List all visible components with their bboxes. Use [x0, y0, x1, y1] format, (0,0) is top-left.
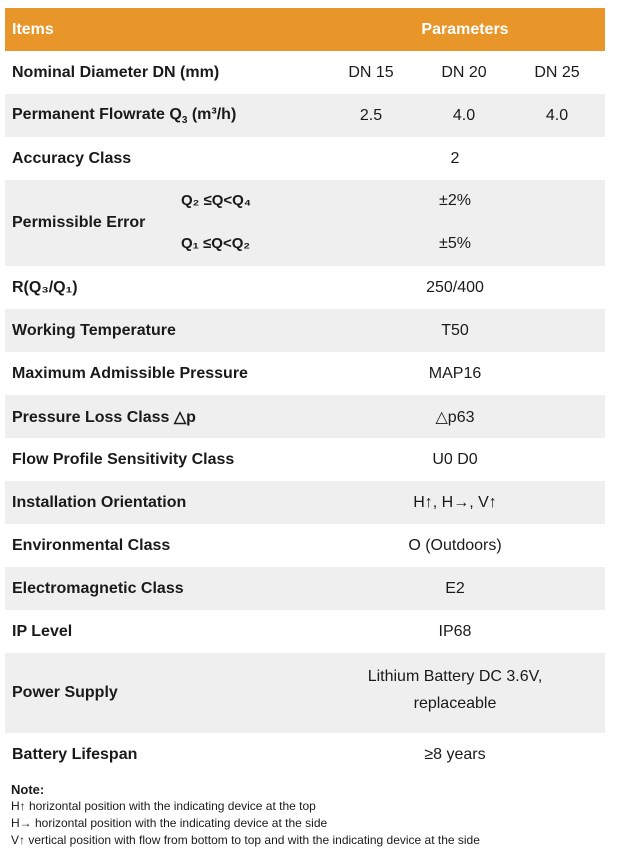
row-power-supply [5, 653, 605, 733]
cond-upper: Q₂ ≤Q<Q₄ [181, 192, 251, 209]
header-parameters: Parameters [421, 21, 509, 38]
value-battery-lifespan: ≥8 years [424, 745, 486, 763]
row-permissible-error [5, 180, 605, 266]
row-installation-orientation [5, 481, 605, 524]
value-flow-profile: U0 D0 [432, 450, 478, 468]
label-battery-lifespan: Battery Lifespan [12, 745, 138, 763]
label-max-pressure: Maximum Admissible Pressure [12, 364, 248, 382]
value-flowrate-dn25: 4.0 [545, 106, 569, 124]
label-permissible-error: Permissible Error [12, 214, 146, 231]
value-max-pressure: MAP16 [428, 364, 482, 382]
spec-table [5, 8, 605, 776]
value-power-supply-line2: replaceable [413, 695, 497, 712]
label-power-supply: Power Supply [12, 684, 118, 701]
label-flowrate-subscript: 3 [181, 114, 188, 126]
note-title: Note: [11, 782, 45, 797]
label-ip-level: IP Level [12, 622, 73, 640]
row-permanent-flowrate [5, 94, 605, 137]
table-header [5, 8, 605, 51]
value-error-lower: ±5% [439, 235, 471, 252]
row-ratio [5, 266, 605, 309]
row-environmental-class [5, 524, 605, 567]
label-flowrate-text: Permanent Flowrate Q [12, 105, 182, 123]
note-line-v-side: V↑ vertical position with flow from bottom to top and with the indicating device at the side [11, 833, 480, 847]
row-max-pressure [5, 352, 605, 395]
value-pressure-loss: △p63 [435, 408, 475, 426]
note-line-h-side: H→ horizontal position with the indicating device at the side [11, 816, 328, 830]
value-working-temperature: T50 [441, 321, 469, 339]
value-error-upper: ±2% [439, 192, 471, 209]
row-ip-level [5, 610, 605, 653]
label-nominal-diameter: Nominal Diameter DN (mm) [12, 63, 220, 81]
header-items: Items [12, 21, 54, 38]
row-nominal-diameter [5, 51, 605, 94]
value-installation-orientation: H↑, H→, V↑ [413, 493, 497, 511]
label-permanent-flowrate [12, 105, 236, 125]
label-working-temperature: Working Temperature [12, 321, 176, 339]
value-flowrate-dn20: 4.0 [452, 106, 476, 124]
value-dn15: DN 15 [348, 63, 394, 81]
value-dn20: DN 20 [441, 63, 487, 81]
label-installation-orientation: Installation Orientation [12, 493, 187, 511]
value-ratio: 250/400 [426, 278, 484, 296]
value-accuracy-class: 2 [450, 149, 460, 167]
label-ratio: R(Q₃/Q₁) [12, 278, 78, 296]
row-electromagnetic-class [5, 567, 605, 610]
label-accuracy-class: Accuracy Class [12, 149, 132, 167]
label-flowrate-unit: (m³/h) [187, 105, 237, 123]
label-electromagnetic-class: Electromagnetic Class [12, 579, 184, 597]
label-pressure-loss: Pressure Loss Class △p [12, 408, 196, 426]
label-flow-profile: Flow Profile Sensitivity Class [12, 450, 235, 468]
row-working-temperature [5, 309, 605, 352]
row-accuracy-class [5, 137, 605, 180]
note-line-h-top: H↑ horizontal position with the indicating device at the top [11, 799, 316, 813]
value-flowrate-dn15: 2.5 [359, 106, 383, 124]
value-dn25: DN 25 [534, 63, 580, 81]
value-power-supply-line1: Lithium Battery DC 3.6V, [367, 668, 543, 685]
value-environmental-class: O (Outdoors) [408, 536, 502, 554]
cond-lower: Q₁ ≤Q<Q₂ [181, 235, 251, 252]
note-section [11, 781, 480, 849]
row-battery-lifespan [5, 733, 605, 776]
label-environmental-class: Environmental Class [12, 536, 171, 554]
value-electromagnetic-class: E2 [445, 579, 465, 597]
row-flow-profile [5, 438, 605, 481]
row-pressure-loss [5, 395, 605, 438]
value-ip-level: IP68 [438, 622, 472, 640]
